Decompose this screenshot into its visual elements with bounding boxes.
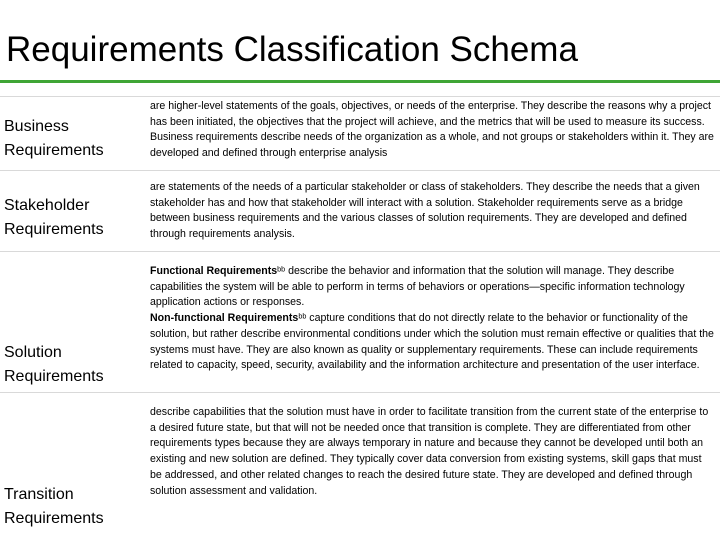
row-divider [0, 251, 720, 252]
nonfunctional-term: Non-functional Requirements [150, 312, 299, 325]
row-divider [0, 170, 720, 171]
slide-title: Requirements Classification Schema [6, 30, 578, 69]
requirement-row-stakeholder [0, 179, 720, 245]
requirement-row-solution [0, 263, 720, 391]
row-description: are statements of the needs of a particular stakeholder or class of stakeholders. They describe the needs that a given stakeholder has and how that stakeholder will interact with a solution. Stakeholder requirements serve as a bridge between business requirements and the various classes of solution requirements. They are developed and defined through requirements analysis. [150, 181, 700, 241]
requirement-row-business [0, 98, 720, 164]
title-underline [0, 80, 720, 83]
functional-text: describe the behavior and information that the solution will manage. They describe capabilities the system will be able to perform in terms of behaviors or operations—specific information technology application actions or responses. [150, 265, 685, 309]
functional-marker: ᵇᵇ [277, 265, 286, 277]
row-description: describe capabilities that the solution must have in order to facilitate transition from the current state of the enterprise to a desired future state, but that will not be needed once that transition is complete. They are differentiated from other requirements types because they are always temporary in nature and because they cannot be developed until both an existing and new solution are defined. They typically cover data conversion from existing systems, skill gaps that must be addressed, and other related changes to reach the desired future state. They are developed and defined through solution assessment and validation. [150, 406, 709, 497]
row-divider [0, 392, 720, 393]
row-label: Business Requirements [4, 118, 104, 159]
functional-term: Functional Requirements [150, 265, 278, 277]
row-label: Solution Requirements [4, 344, 104, 385]
row-description: are higher-level statements of the goals, objectives, or needs of the enterprise. They describe the reasons why a project has been initiated, the objectives that the project will achieve, and the metrics that will be used to measure its success. Business requirements describe needs of the organization as a whole, and not groups or stakeholders within it. They are developed and defined through enterprise analysis [150, 100, 714, 160]
requirement-row-transition [0, 405, 720, 535]
row-description [150, 264, 716, 374]
row-label: Stakeholder Requirements [4, 197, 104, 238]
nonfunctional-text: capture conditions that do not directly relate to the behavior or functionality of the solution, but rather describe environmental conditions under which the solution must remain effective or qualities that the systems must have. They are also known as quality or supplementary requirements. These can include requirements related to capacity, speed, security, availability and the information architecture and presentation of the user interface. [150, 312, 714, 372]
row-divider [0, 96, 720, 97]
nonfunctional-marker: ᵇᵇ [298, 312, 307, 325]
row-label: Transition Requirements [4, 486, 104, 527]
